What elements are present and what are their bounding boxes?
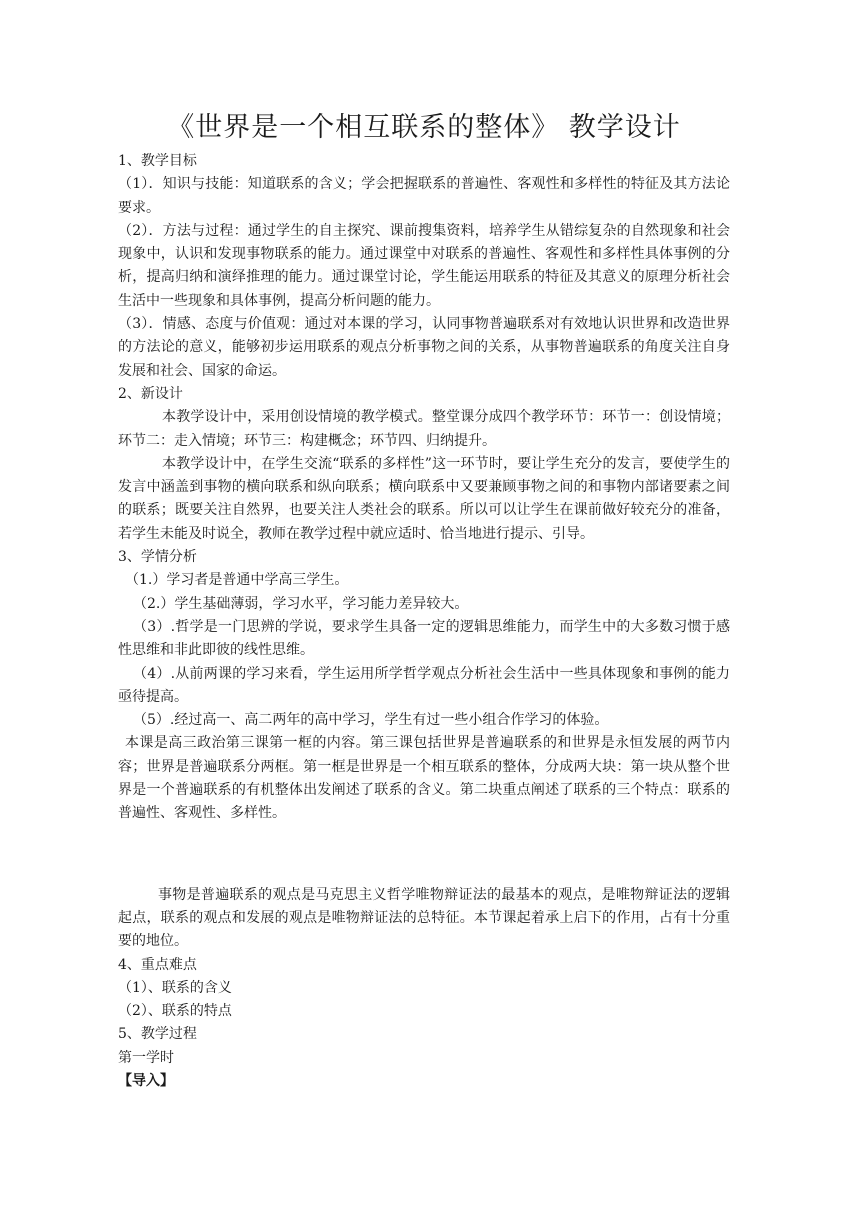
student-item: （2.）学生基础薄弱，学习水平，学习能力差异较大。 [133,595,469,612]
key-point-item: （1）、联系的含义 [118,979,232,996]
student-item: （3）.哲学是一门思辨的学说，要求学生具备一定的逻辑思维能力，而学生中的大多数习惯于感性思维和非此即彼的线性思维。 [118,618,730,659]
student-item: （4）.从前两课的学习来看，学生运用所学哲学观点分析社会生活中一些具体现象和事例的能力亟待提高。 [118,665,730,705]
process-intro: 【导入】 [118,1072,174,1089]
document-body [118,150,730,1093]
section-heading-students: 3、学情分析 [118,549,197,566]
section-heading-key-points: 4、重点难点 [118,956,197,973]
key-point-item: （2）、联系的特点 [118,1003,232,1020]
process-period: 第一学时 [118,1049,174,1066]
goal-item: （3）．情感、态度与价值观：通过对本课的学习，认同事物普遍联系对有效地认识世界和改造世界的方法论的意义，能够初步运用联系的观点分析事物之间的关系，从事物普遍联系的角度关注自身发展和社会、国家的命运。 [118,316,730,379]
goal-item: （1）．知识与技能：知道联系的含义；学会把握联系的普遍性、客观性和多样性的特征及其方法论要求。 [118,176,730,216]
section-heading-process: 5、教学过程 [118,1026,197,1043]
goal-item: （2）．方法与过程：通过学生的自主探究、课前搜集资料，培养学生从错综复杂的自然现象和社会现象中，认识和发现事物联系的能力。通过课堂中对联系的普遍性、客观性和多样性具体事例的分析，提高归纳和演绎推理的能力。通过课堂讨论，学生能运用联系的特征及其意义的原理分析社会生活中一些现象和具体事例，提高分析问题的能力。 [118,222,730,309]
blank-space [118,826,730,884]
document-title: 《世界是一个相互联系的整体》 教学设计 [167,112,681,143]
design-paragraph: 本教学设计中，在学生交流“联系的多样性”这一环节时，要让学生充分的发言，要使学生的发言中涵盖到事物的横向联系和纵向联系；横向联系中又要兼顾事物之间的和事物内部诸要素之间的联系；既要关注自然界，也要关注人类社会的联系。所以可以让学生在课前做好较充分的准备，若学生未能及时说全，教师在教学过程中就应适时、恰当地进行提示、引导。 [118,455,730,542]
section-heading-design: 2、新设计 [118,385,183,402]
status-paragraph: 事物是普遍联系的观点是马克思主义哲学唯物辩证法的最基本的观点，是唯物辩证法的逻辑起点，联系的观点和发展的观点是唯物辩证法的总特征。本节课起着承上启下的作用，占有十分重要的地位。 [118,886,730,950]
student-item: （5）.经过高一、高二两年的高中学习，学生有过一些小组合作学习的体验。 [133,712,609,729]
content-paragraph: 本课是高三政治第三课第一框的内容。第三课包括世界是普遍联系的和世界是永恒发展的两节内容；世界是普遍联系分两框。第一框是世界是一个相互联系的整体，分成两大块：第一块从整个世界是一个普遍联系的有机整体出发阐述了联系的含义。第二块重点阐述了联系的三个特点：联系的普遍性、客观性、多样性。 [118,735,730,822]
section-heading-goals: 1、教学目标 [118,153,197,169]
design-paragraph: 本教学设计中，采用创设情境的教学模式。整堂课分成四个教学环节：环节一：创设情境；环节二：走入情境；环节三：构建概念；环节四、归纳提升。 [118,409,730,449]
student-item: （1.）学习者是普通中学高三学生。 [125,572,349,589]
